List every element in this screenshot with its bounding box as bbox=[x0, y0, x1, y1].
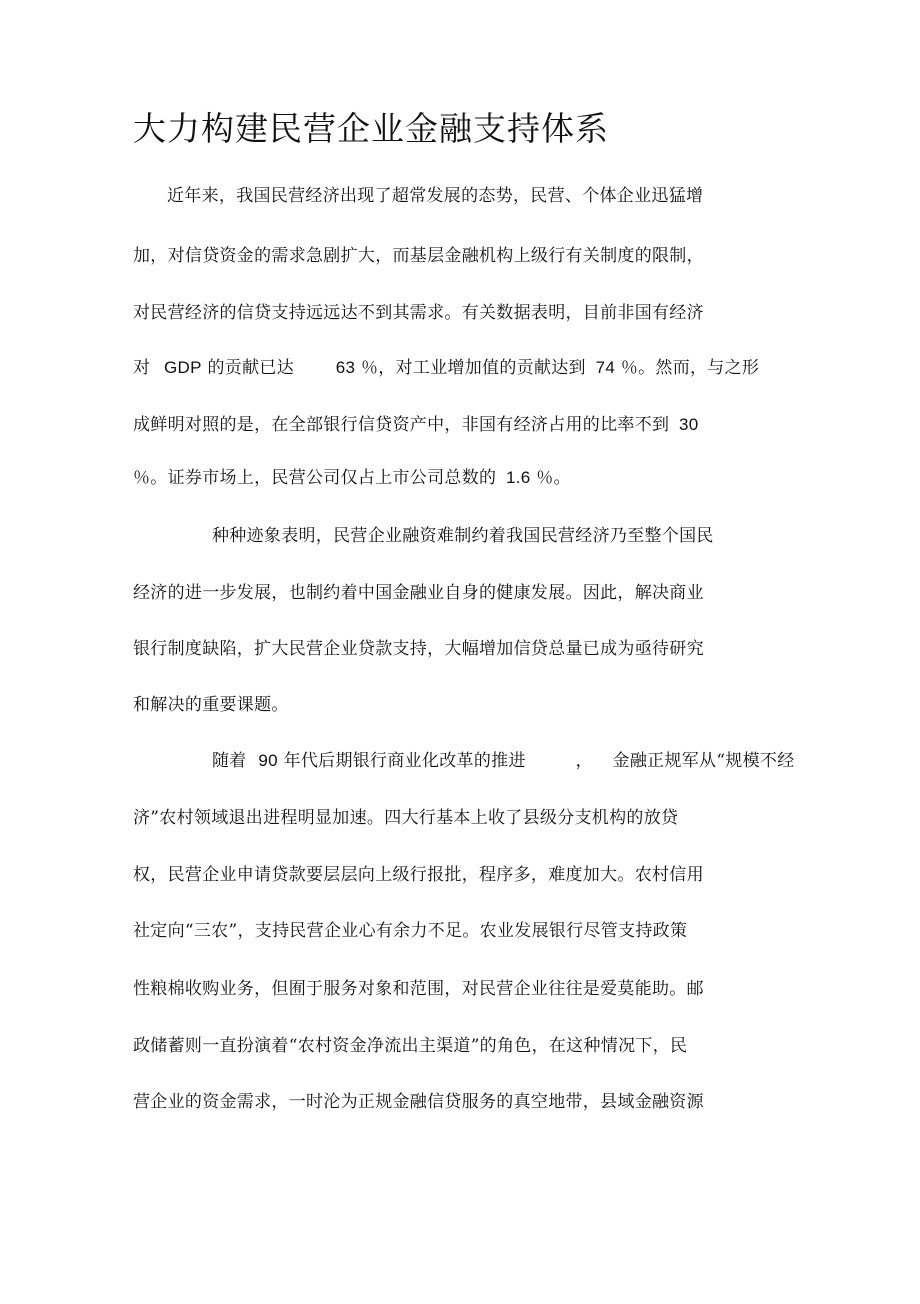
paragraph-3-line-6: 政储蓄则一直扮演着“农村资金净流出主渠道”的角色，在这种情况下，民 bbox=[133, 1036, 688, 1056]
text-segment: 对 bbox=[133, 358, 151, 378]
text-segment: ％。然而，与之形 bbox=[620, 358, 760, 378]
text-segment: ％，对工业增加值的贡献达到 bbox=[360, 358, 586, 378]
paragraph-1-line-4 bbox=[133, 353, 759, 378]
text-segment: 金融正规军从“规模不经 bbox=[612, 751, 795, 771]
text-segment: ， bbox=[575, 751, 593, 771]
text-segment: 成鲜明对照的是，在全部银行信贷资产中，非国有经济占用的比率不到 bbox=[133, 415, 670, 435]
text-segment: 的贡献已达 bbox=[207, 358, 294, 378]
paragraph-1-line-3: 对民营经济的信贷支持远远达不到其需求。有关数据表明，目前非国有经济 bbox=[133, 303, 704, 323]
text-segment: ％。 bbox=[536, 468, 571, 488]
text-segment: GDP bbox=[164, 358, 202, 377]
paragraph-1-line-6 bbox=[133, 463, 571, 488]
paragraph-3-line-2: 济”农村领域退出进程明显加速。四大行基本上收了县级分支机构的放贷 bbox=[133, 808, 679, 828]
paragraph-2-line-4: 和解决的重要课题。 bbox=[133, 695, 289, 715]
paragraph-3-line-5: 性粮棉收购业务，但囿于服务对象和范围，对民营企业往往是爱莫能助。邮 bbox=[133, 979, 704, 999]
text-segment: 63 bbox=[335, 358, 356, 377]
text-segment: 1.6 bbox=[506, 468, 531, 487]
paragraph-1-line-5 bbox=[133, 410, 699, 435]
text-segment: 随着 bbox=[212, 751, 247, 771]
text-segment: ％。证券市场上，民营公司仅占上市公司总数的 bbox=[133, 468, 497, 488]
paragraph-2-line-1: 种种迹象表明，民营企业融资难制约着我国民营经济乃至整个国民 bbox=[212, 526, 714, 546]
text-segment: 年代后期银行商业化改革的推进 bbox=[283, 751, 526, 771]
text-segment: 90 bbox=[258, 751, 278, 770]
paragraph-3-line-7: 营企业的资金需求，一时沦为正规金融信贷服务的真空地带，县域金融资源 bbox=[133, 1092, 704, 1112]
document-title: 大力构建民营企业金融支持体系 bbox=[133, 109, 609, 148]
paragraph-1-line-2: 加，对信贷资金的需求急剧扩大，而基层金融机构上级行有关制度的限制， bbox=[133, 246, 704, 266]
text-segment: 74 bbox=[595, 358, 616, 377]
paragraph-2-line-3: 银行制度缺陷，扩大民营企业贷款支持，大幅增加信贷总量已成为亟待研究 bbox=[133, 639, 704, 659]
paragraph-2-line-2: 经济的进一步发展，也制约着中国金融业自身的健康发展。因此，解决商业 bbox=[133, 583, 704, 603]
paragraph-1-line-1: 近年来，我国民营经济出现了超常发展的态势，民营、个体企业迅猛增 bbox=[167, 186, 704, 206]
paragraph-3-line-3: 权，民营企业申请贷款要层层向上级行报批，程序多，难度加大。农村信用 bbox=[133, 865, 704, 885]
text-segment: 30 bbox=[679, 415, 699, 434]
paragraph-3-line-1 bbox=[212, 746, 795, 771]
paragraph-3-line-4: 社定向“三农”，支持民营企业心有余力不足。农业发展银行尽管支持政策 bbox=[133, 921, 688, 941]
